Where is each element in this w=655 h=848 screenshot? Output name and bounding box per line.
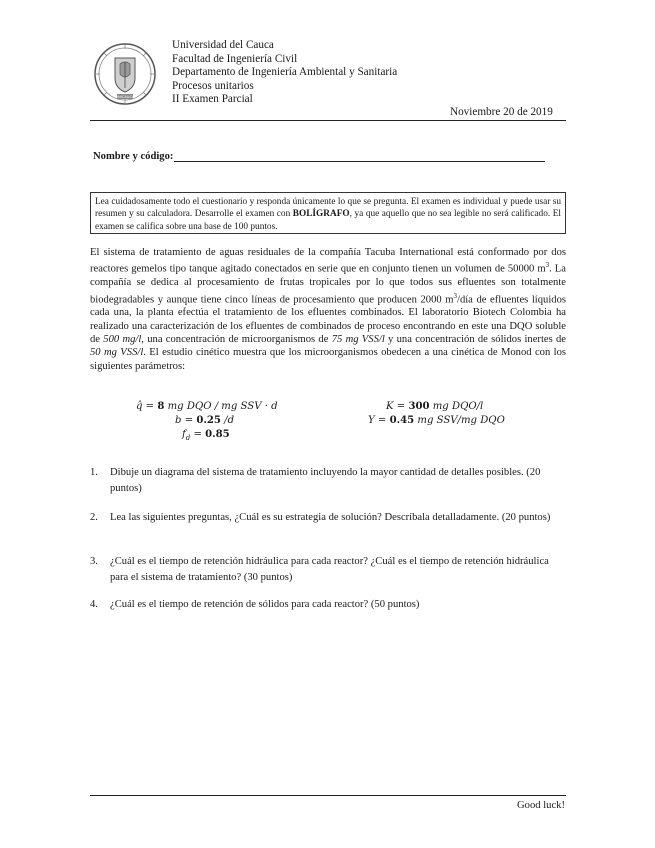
course-name: Procesos unitarios	[172, 79, 254, 92]
question-3	[90, 554, 566, 585]
question-number: 2.	[90, 512, 98, 523]
name-code-label: Nombre y código:	[93, 151, 174, 162]
university-name: Universidad del Cauca	[172, 39, 274, 51]
question-text: ¿Cuál es el tiempo de retención de sólidos para cada reactor? (50 puntos)	[110, 599, 420, 610]
question-1	[90, 465, 566, 496]
footer-rule	[90, 795, 566, 796]
footer-text: Good luck!	[517, 800, 565, 811]
header-rule	[90, 120, 566, 121]
exam-title: II Examen Parcial	[172, 93, 253, 105]
question-4	[90, 597, 566, 613]
question-2	[90, 510, 566, 526]
param-K: K = 300 mg DQO/l	[386, 401, 484, 412]
question-number: 1.	[90, 467, 98, 478]
university-seal-icon	[93, 40, 157, 108]
question-text: Dibuje un diagrama del sistema de tratamiento incluyendo la mayor cantidad de detalles posibles. (20 puntos)	[110, 467, 541, 494]
instructions-text: Lea cuidadosamente todo el cuestionario y responda únicamente lo que se pregunta. El examen es individual y puede usar su resumen y su calculadora. Desarrolle el examen con	[95, 197, 561, 220]
param-Y: Y = 0.45 mg SSV/mg DQO	[368, 415, 505, 426]
param-b: b = 0.25 /d	[175, 415, 235, 426]
svg-text:UNICAUCA: UNICAUCA	[115, 95, 135, 100]
department-name: Departamento de Ingeniería Ambiental y Sanitaria	[172, 66, 398, 78]
question-text: Lea las siguientes preguntas, ¿Cuál es su estrategia de solución? Descríbala detalladamente. (20 puntos)	[110, 512, 551, 523]
question-text: ¿Cuál es el tiempo de retención hidráulica para cada reactor? ¿Cuál es el tiempo de retención hidráulica para el sistema de tratamiento? (30 puntos)	[110, 556, 549, 583]
instructions-text-end: , ya que aquello que no sea legible no será calificado. El examen se califica sobre una base de 100 puntos.	[95, 209, 561, 232]
institution-header	[172, 39, 397, 107]
faculty-name: Facultad de Ingeniería Civil	[172, 52, 298, 65]
question-number: 4.	[90, 599, 98, 610]
name-code-field[interactable]	[174, 161, 545, 162]
instructions-emphasis: BOLÍGRAFO	[292, 209, 350, 220]
problem-statement: El sistema de tratamiento de aguas residuales de la compañía Tacuba International está conformado por dos reactores gemelos tipo tanque agitado conectados en serie que en conjunto tienen un volumen de 50000 $m^3$. La compañía se dedica al procesamiento de frutas tropicales por lo que todos sus efluentes son totalmente biodegradables y aunque tiene cinco líneas de procesamiento que producen 2000 $m^3$/día de efluentes líquidos cada una, la planta efectúa el tratamiento de los efluentes combinados. El laboratorio Biotech Colombia ha realizado una caracterización de los efluentes de combinados de proceso encontrando en este una DQO soluble de 500 mg/l, una concentración de microorganismos de 75 mg VSS/l y una concentración de sólidos inertes de 50 mg VSS/l. El estudio cinético muestra que los microorganismos obedecen a una cinética de Monod con los siguientes parámetros:	[90, 247, 566, 372]
param-fd: $f_d = 0.85$	[182, 429, 230, 443]
param-qhat: q̂ = 8 mg DQO / mg SSV · d	[136, 401, 278, 412]
instructions-box	[90, 192, 566, 234]
exam-date: Noviembre 20 de 2019	[450, 106, 553, 118]
question-number: 3.	[90, 556, 98, 567]
